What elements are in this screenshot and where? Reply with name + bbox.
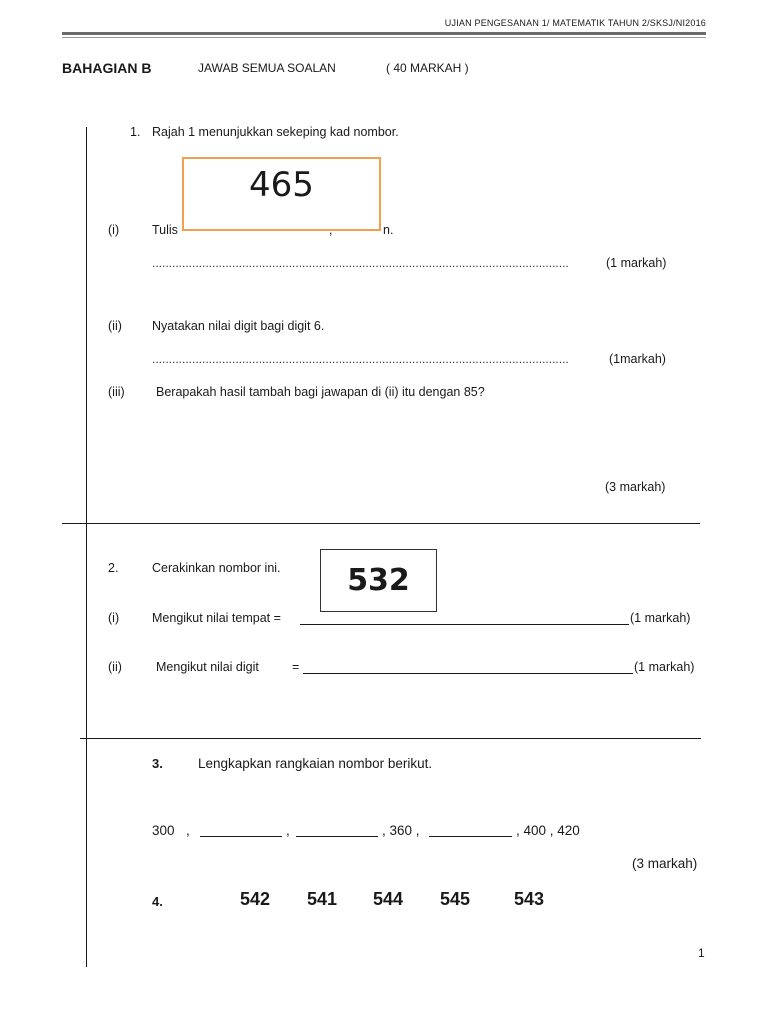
q2-ii-label: (ii)	[108, 660, 122, 674]
q4-number-2: 541	[307, 889, 338, 909]
q2-ii-answer-line[interactable]	[303, 661, 633, 674]
q3-number: 3.	[152, 756, 163, 771]
q4-number: 4.	[152, 894, 163, 909]
section-instruction: JAWAB SEMUA SOALAN	[198, 61, 336, 75]
q4-number-4: 545	[440, 889, 471, 909]
q3-seq-300: 300	[152, 823, 175, 838]
q1-i-marks: (1 markah)	[606, 256, 667, 270]
q2-stem: Cerakinkan nombor ini.	[152, 561, 281, 575]
section-marks: ( 40 MARKAH )	[386, 61, 469, 75]
q1-number: 1.	[130, 125, 141, 139]
header-rule-thick	[62, 32, 706, 35]
q1-ii-label: (ii)	[108, 319, 122, 333]
q1-iii-marks: (3 markah)	[605, 480, 666, 494]
q1-i-text-left: Tulis	[152, 223, 178, 237]
q2-i-label: (i)	[108, 611, 120, 625]
q1-i-answer-line[interactable]: .............................................................................................................................	[152, 256, 569, 270]
q3-seq-comma-2: ,	[286, 823, 290, 838]
q4-number-5: 543	[514, 889, 545, 909]
q3-seq-360: , 360 ,	[382, 823, 420, 838]
divider-q1-q2	[62, 523, 700, 524]
q3-blank-2[interactable]	[296, 824, 378, 837]
q2-i-answer-line[interactable]	[300, 612, 629, 625]
q3-stem: Lengkapkan rangkaian nombor berikut.	[198, 756, 433, 771]
q1-ii-answer-line[interactable]: .............................................................................................................................	[152, 352, 569, 366]
q2-ii-text: Mengikut nilai digit	[156, 660, 259, 674]
section-title: BAHAGIAN B	[62, 60, 152, 76]
q2-ii-equals: =	[292, 660, 300, 674]
q3-blank-3[interactable]	[429, 824, 512, 837]
number-card-465: 465	[182, 157, 381, 231]
q1-i-label: (i)	[108, 223, 120, 237]
q2-i-marks: (1 markah)	[630, 611, 691, 625]
q1-i-text-right: n.	[383, 223, 394, 237]
q3-seq-400-420: , 400 , 420	[516, 823, 580, 838]
number-card-532: 532	[320, 549, 437, 612]
margin-line	[86, 127, 87, 967]
q1-ii-marks: (1markah)	[609, 352, 666, 366]
page-number: 1	[698, 946, 705, 960]
header-rule-thin	[62, 37, 706, 38]
q1-stem: Rajah 1 menunjukkan sekeping kad nombor.	[152, 125, 399, 139]
q4-number-3: 544	[373, 889, 404, 909]
q1-iii-text: Berapakah hasil tambah bagi jawapan di (ii) itu dengan 85?	[156, 385, 485, 399]
q4-number-1: 542	[240, 889, 271, 909]
q3-blank-1[interactable]	[200, 824, 282, 837]
q3-marks: (3 markah)	[632, 856, 698, 871]
q1-iii-label: (iii)	[108, 385, 125, 399]
q2-ii-marks: (1 markah)	[634, 660, 695, 674]
q2-i-text: Mengikut nilai tempat =	[152, 611, 281, 625]
q2-number: 2.	[108, 561, 119, 575]
q3-seq-comma-1: ,	[186, 823, 190, 838]
running-header: UJIAN PENGESANAN 1/ MATEMATIK TAHUN 2/SKSJ/NI2016	[444, 18, 706, 28]
divider-q2-q3	[80, 738, 701, 739]
q1-ii-text: Nyatakan nilai digit bagi digit 6.	[152, 319, 325, 333]
